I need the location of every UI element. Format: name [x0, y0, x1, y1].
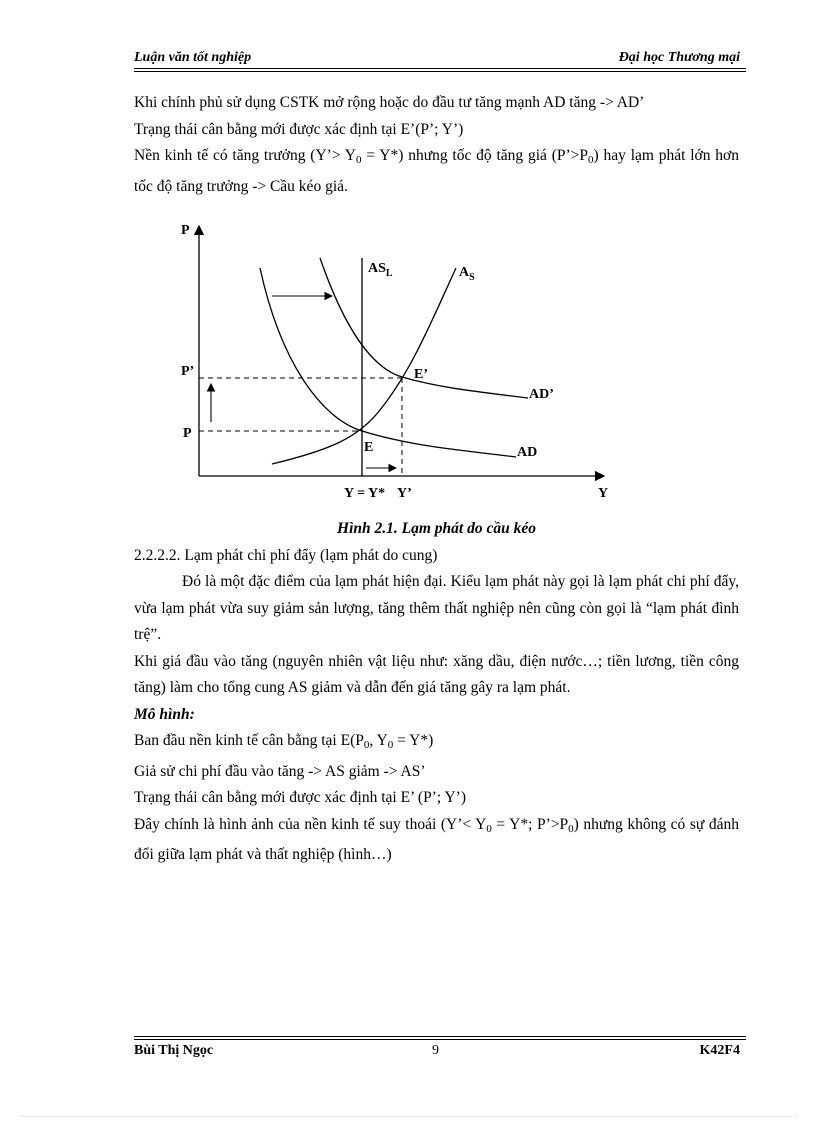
p-label: P: [183, 426, 192, 441]
figure-caption: Hình 2.1. Lạm phát do cầu kéo: [337, 520, 536, 537]
footer-rule-thin: [134, 1039, 746, 1040]
footer-rule: [134, 1036, 746, 1037]
paragraph-2: Khi giá đầu vào tăng (nguyên nhiên vật liệu như: xăng dầu, điện nước…; tiền lương, tiền công tăng) làm cho tổng cung AS giảm và dẫn đến giá tăng gây ra lạm phát.: [134, 652, 739, 696]
intro-line-2: Trạng thái cân bằng mới được xác định tại E’(P’; Y’): [134, 120, 464, 138]
paragraph-1: Đó là một đặc điểm của lạm phát hiện đại. Kiểu lạm phát này gọi là lạm phát chi phí đẩy, vừa lạm phát vừa suy giảm sản lượng, tăng thêm thất nghiệp nên cũng còn gọi là “lạm phát đình trệ”.: [134, 573, 739, 643]
page-number: 9: [432, 1043, 439, 1058]
asl-label: $AS_L$: [368, 261, 393, 279]
page-edge: [20, 1116, 796, 1117]
y-prime-label: Y’: [397, 486, 412, 501]
footer-class-code: K42F4: [699, 1043, 740, 1058]
e-label: E: [364, 440, 374, 455]
model-line-4: Đây chính là hình ảnh của nền kinh tế suy thoái (Y’< $Y_0 = Y*$; $P’>P_0$) nhưng không có sự đánh đổi giữa lạm phát và thất nghiệp (hình…): [134, 815, 740, 863]
model-label: Mô hình:: [134, 705, 195, 723]
header-rule: [134, 68, 746, 69]
section-heading: 2.2.2.2. Lạm phát chi phí đẩy (lạm phát do cung): [134, 546, 438, 564]
footer-author: Bùi Thị Ngọc: [134, 1043, 214, 1058]
ad-prime-label: AD’: [529, 387, 554, 402]
model-line-1: Ban đầu nền kinh tế cân bằng tại $E(P_0$, $Y_0 = Y*$): [134, 732, 434, 751]
p-prime-label: P’: [181, 364, 195, 379]
axis-y-label: Y: [598, 486, 609, 501]
intro-text: [134, 90, 739, 200]
as-label: $A_S$: [459, 265, 475, 283]
header-right: Đại học Thương mại: [618, 50, 740, 65]
ad-label: AD: [517, 445, 538, 460]
as-curve: [272, 268, 456, 464]
header-rule-thin: [134, 71, 746, 72]
header-left: Luận văn tốt nghiệp: [134, 50, 252, 65]
model-line-3: Trạng thái cân bằng mới được xác định tại E’ (P’; Y’): [134, 789, 466, 806]
demand-pull-inflation-figure: [170, 218, 620, 508]
e-prime-label: E’: [414, 367, 428, 382]
axis-p-label: P: [181, 223, 190, 238]
section-text: [134, 516, 739, 869]
intro-line-1: Khi chính phủ sử dụng CSTK mở rộng hoặc do đầu tư tăng mạnh AD tăng -> AD’: [134, 94, 645, 111]
intro-line-3: Nền kinh tế có tăng trưởng (Y’> $Y_0 = Y*$) nhưng tốc độ tăng giá $(P’>P_0)$ hay lạm phát lớn hơn tốc độ tăng trưởng -> Cầu kéo giá.: [134, 147, 740, 195]
y-star-label: Y = Y*: [344, 486, 386, 501]
model-line-2: Giả sử chi phí đầu vào tăng -> AS giảm -> AS’: [134, 762, 426, 780]
